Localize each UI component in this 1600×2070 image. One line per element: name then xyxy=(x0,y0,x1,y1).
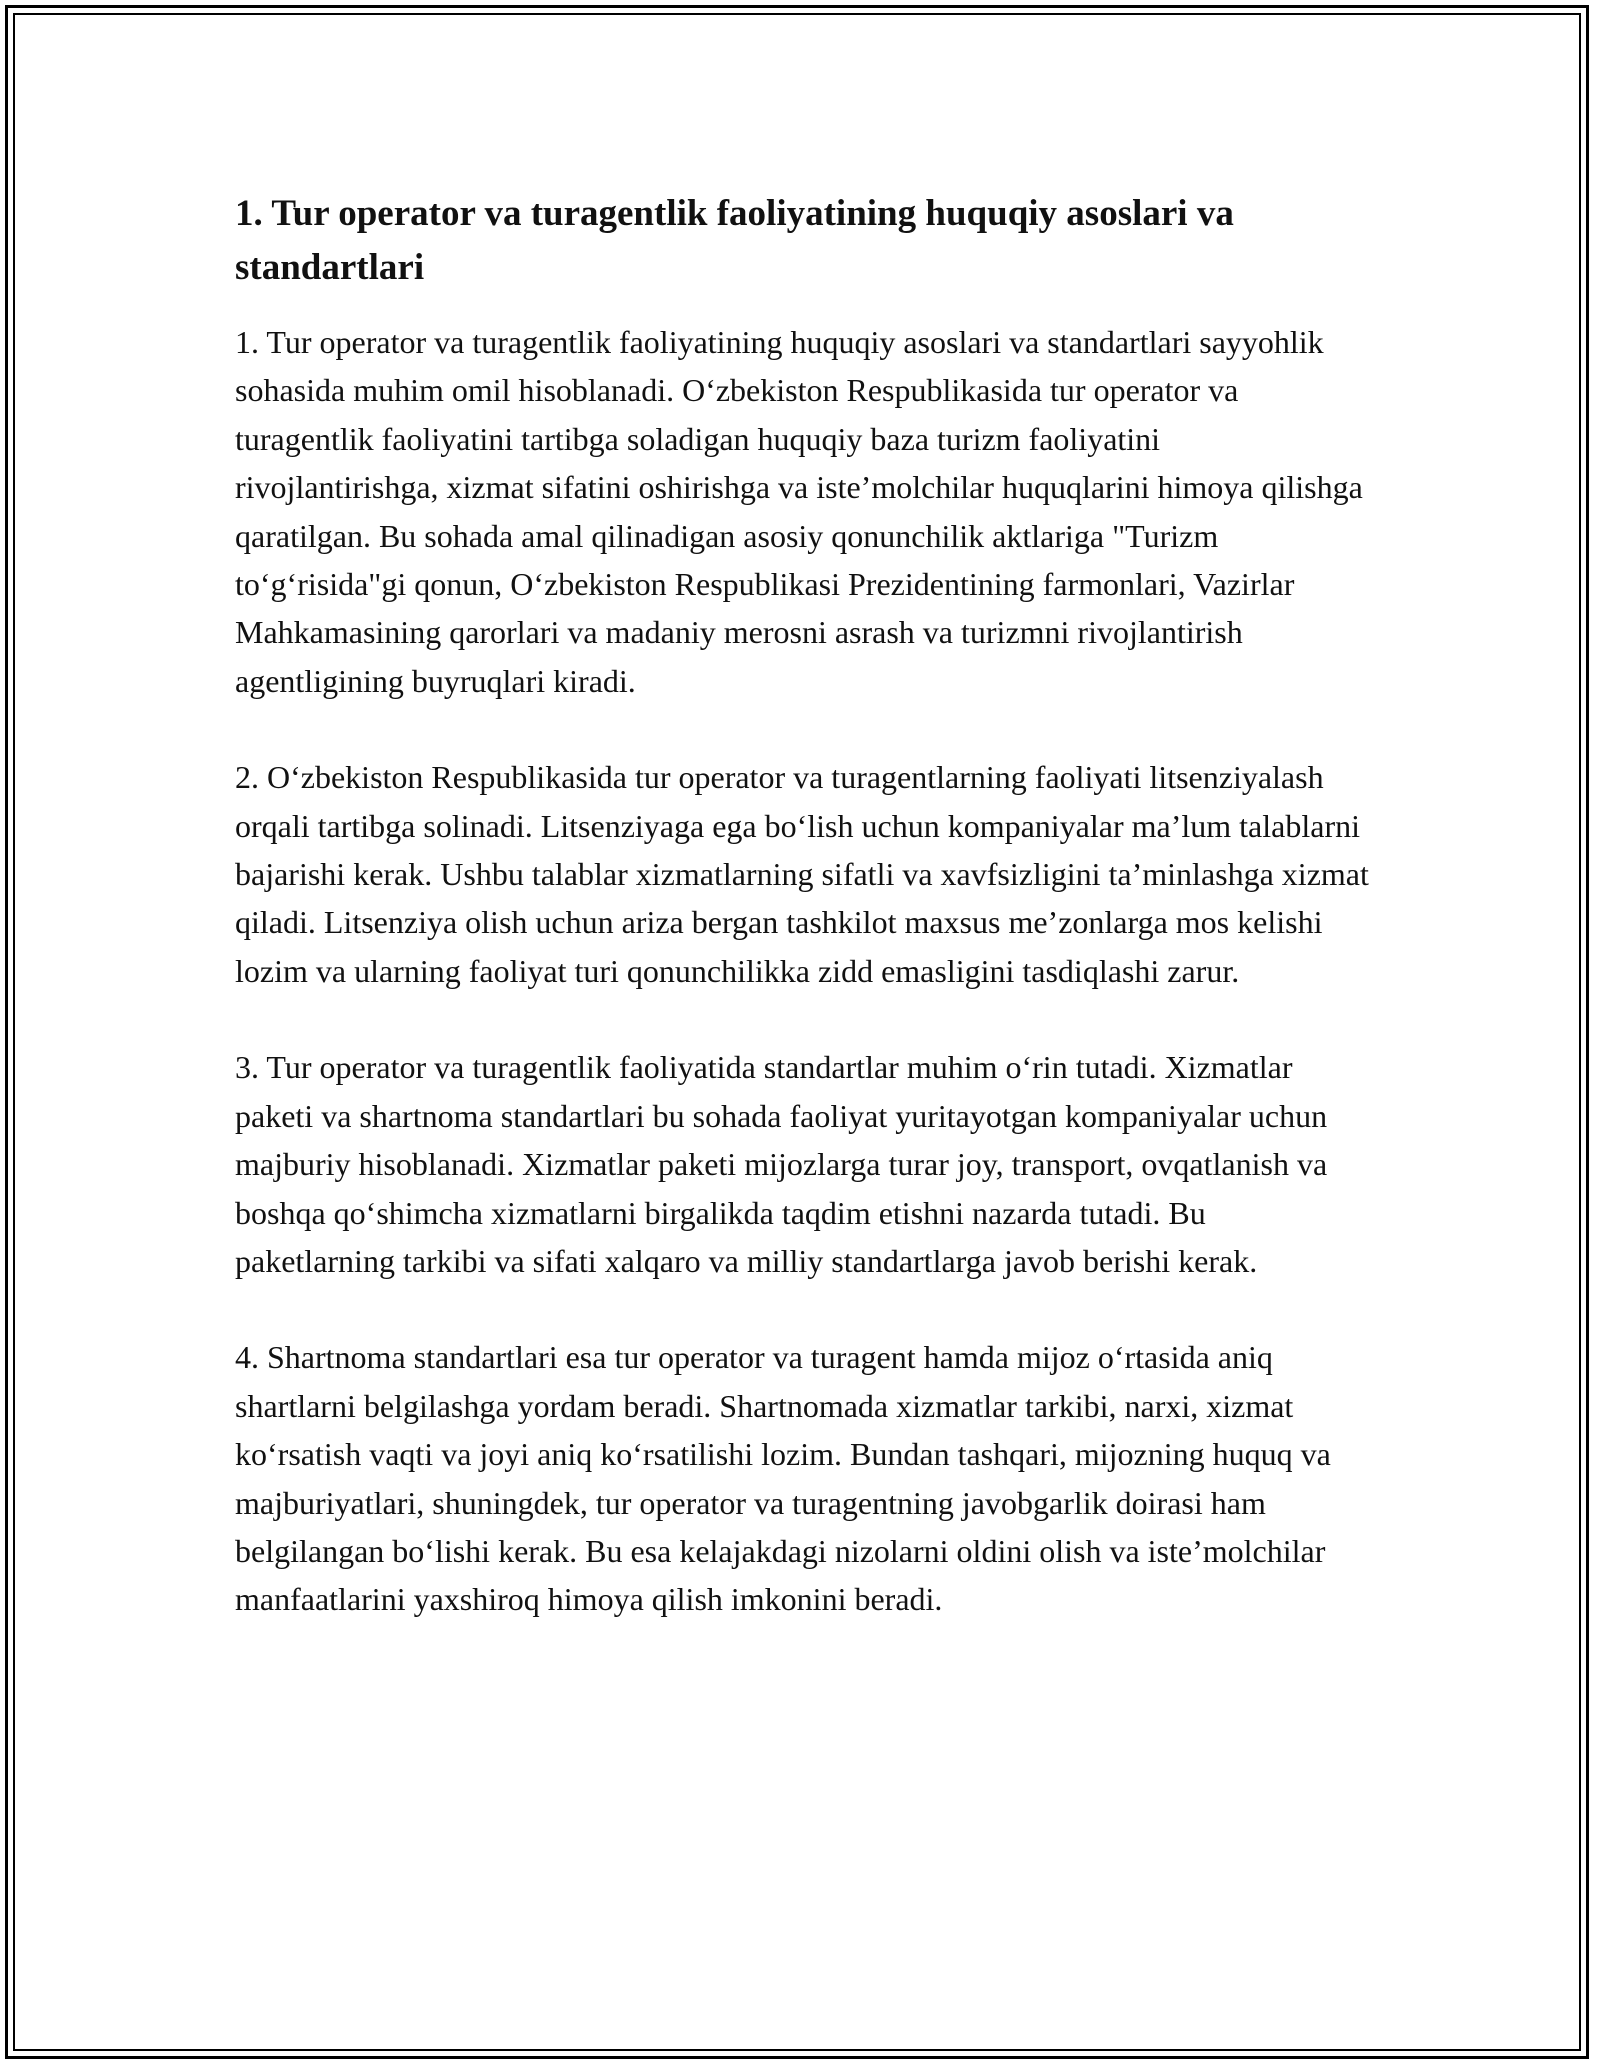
paragraph-4: 4. Shartnoma standartlari esa tur operator va turagent hamda mijoz o‘rtasida aniq shartlarni belgilashga yordam beradi. Shartnomada xizmatlar tarkibi, narxi, xizmat ko‘rsatish vaqti va joyi aniq ko‘rsatilishi lozim. Bundan tashqari, mijozning huquq va majburiyatlari, shuningdek, tur operator va turagentning javobgarlik doirasi ham belgilangan bo‘lishi kerak. Bu esa kelajakdagi nizolarni oldini olish va iste’molchilar manfaatlarini yaxshiroq himoya qilish imkonini beradi. xyxy=(235,1339,1331,1618)
document-body xyxy=(235,187,1370,1672)
paragraph-3: 3. Tur operator va turagentlik faoliyatida standartlar muhim o‘rin tutadi. Xizmatlar paketi va shartnoma standartlari bu sohada faoliyat yuritayotgan kompaniyalar uchun majburiy hisoblanadi. Xizmatlar paketi mijozlarga turar joy, transport, ovqatlanish va boshqa qo‘shimcha xizmatlarni birgalikda taqdim etishni nazarda tutadi. Bu paketlarning tarkibi va sifati xalqaro va milliy standartlarga javob berishi kerak. xyxy=(235,1049,1328,1279)
paragraph-2: 2. O‘zbekiston Respublikasida tur operator va turagentlarning faoliyati litsenziyalash orqali tartibga solinadi. Litsenziyaga ega bo‘lish uchun kompaniyalar ma’lum talablarni bajarishi kerak. Ushbu talablar xizmatlarning sifatli va xavfsizligini ta’minlashga xizmat qiladi. Litsenziya olish uchun ariza bergan tashkilot maxsus me’zonlarga mos kelishi lozim va ularning faoliyat turi qonunchilikka zidd emasligini tasdiqlashi zarur. xyxy=(235,759,1369,989)
document-title: 1. Tur operator va turagentlik faoliyatining huquqiy asoslari va standartlari xyxy=(235,193,1234,288)
paragraph-1: 1. Tur operator va turagentlik faoliyatining huquqiy asoslari va standartlari sayyohlik sohasida muhim omil hisoblanadi. O‘zbekiston Respublikasida tur operator va turagentlik faoliyatini tartibga soladigan huquqiy baza turizm faoliyatini rivojlantirishga, xizmat sifatini oshirishga va iste’molchilar huquqlarini himoya qilishga qaratilgan. Bu sohada amal qilinadigan asosiy qonunchilik aktlariga "Turizm to‘g‘risida"gi qonun, O‘zbekiston Respublikasi Prezidentining farmonlari, Vazirlar Mahkamasining qarorlari va madaniy merosni asrash va turizmni rivojlantirish agentligining buyruqlari kiradi. xyxy=(235,324,1363,699)
